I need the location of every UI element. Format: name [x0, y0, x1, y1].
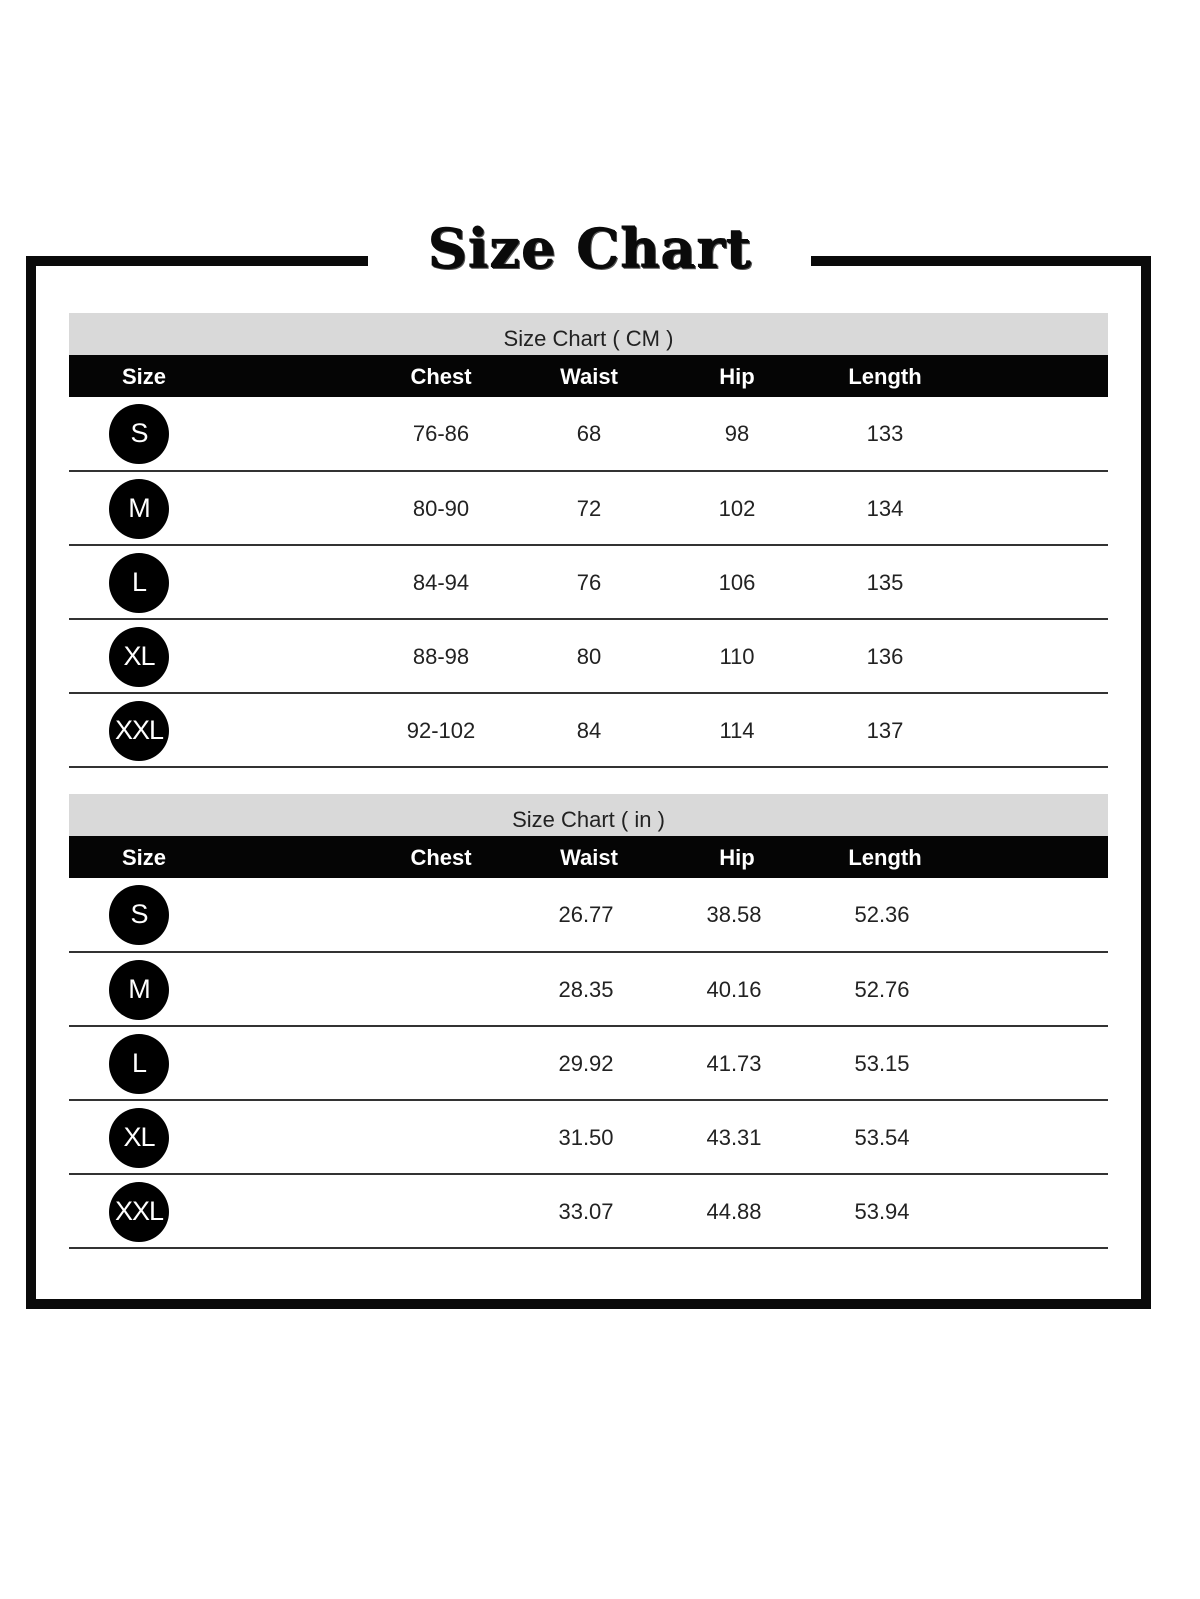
waist-value: 28.35 — [558, 977, 614, 1002]
table-row — [69, 878, 1108, 953]
page-title: Size Chart — [427, 216, 752, 280]
header-waist: Waist — [560, 845, 618, 870]
chest-value: 76-86 — [412, 421, 470, 446]
hip-value: 98 — [724, 421, 750, 446]
length-value: 53.15 — [854, 1051, 910, 1076]
table-row — [69, 694, 1108, 768]
length-value: 133 — [866, 421, 904, 446]
size-badge: S — [109, 404, 169, 464]
size-badge: S — [109, 885, 169, 945]
length-value: 53.54 — [854, 1125, 910, 1150]
length-value: 136 — [866, 644, 904, 669]
size-badge: XL — [109, 627, 169, 687]
table-row — [69, 620, 1108, 694]
table-header — [69, 355, 1108, 397]
header-length: Length — [848, 364, 922, 389]
hip-value: 43.31 — [706, 1125, 762, 1150]
size-badge: M — [109, 479, 169, 539]
header-chest: Chest — [410, 845, 472, 870]
waist-value: 26.77 — [558, 902, 614, 927]
table-header — [69, 836, 1108, 878]
size-badge: XXL — [109, 701, 169, 761]
table-row — [69, 397, 1108, 472]
size-badge: XXL — [109, 1182, 169, 1242]
chest-value: 84-94 — [412, 570, 470, 595]
size-table-cm — [69, 313, 1108, 768]
size-badge: L — [109, 553, 169, 613]
table-row — [69, 1175, 1108, 1249]
hip-value: 106 — [718, 570, 756, 595]
hip-value: 38.58 — [706, 902, 762, 927]
hip-value: 41.73 — [706, 1051, 762, 1076]
size-badge: L — [109, 1034, 169, 1094]
hip-value: 114 — [719, 718, 755, 743]
table-caption: Size Chart ( CM ) — [69, 313, 1108, 355]
chest-value: 92-102 — [406, 718, 476, 743]
hip-value: 110 — [719, 644, 755, 669]
table-caption: Size Chart ( in ) — [69, 794, 1108, 836]
waist-value: 72 — [576, 496, 602, 521]
header-size: Size — [121, 845, 167, 870]
chest-value: 80-90 — [412, 496, 470, 521]
hip-value: 102 — [718, 496, 756, 521]
size-badge: M — [109, 960, 169, 1020]
length-value: 53.94 — [854, 1199, 910, 1224]
table-row — [69, 1027, 1108, 1101]
hip-value: 44.88 — [706, 1199, 762, 1224]
hip-value: 40.16 — [706, 977, 762, 1002]
header-waist: Waist — [560, 364, 618, 389]
header-chest: Chest — [410, 364, 472, 389]
length-value: 52.36 — [854, 902, 910, 927]
size-table-in — [69, 794, 1108, 1249]
table-row — [69, 472, 1108, 546]
table-row — [69, 953, 1108, 1027]
waist-value: 29.92 — [558, 1051, 614, 1076]
chest-value: 88-98 — [412, 644, 470, 669]
header-hip: Hip — [719, 364, 755, 389]
table-row — [69, 546, 1108, 620]
length-value: 137 — [866, 718, 904, 743]
size-badge: XL — [109, 1108, 169, 1168]
header-length: Length — [848, 845, 922, 870]
length-value: 52.76 — [854, 977, 910, 1002]
waist-value: 31.50 — [558, 1125, 614, 1150]
waist-value: 80 — [576, 644, 602, 669]
waist-value: 84 — [576, 718, 602, 743]
waist-value: 68 — [576, 421, 602, 446]
waist-value: 76 — [576, 570, 602, 595]
header-size: Size — [121, 364, 167, 389]
header-hip: Hip — [719, 845, 755, 870]
length-value: 135 — [866, 570, 904, 595]
length-value: 134 — [866, 496, 904, 521]
waist-value: 33.07 — [558, 1199, 614, 1224]
table-row — [69, 1101, 1108, 1175]
